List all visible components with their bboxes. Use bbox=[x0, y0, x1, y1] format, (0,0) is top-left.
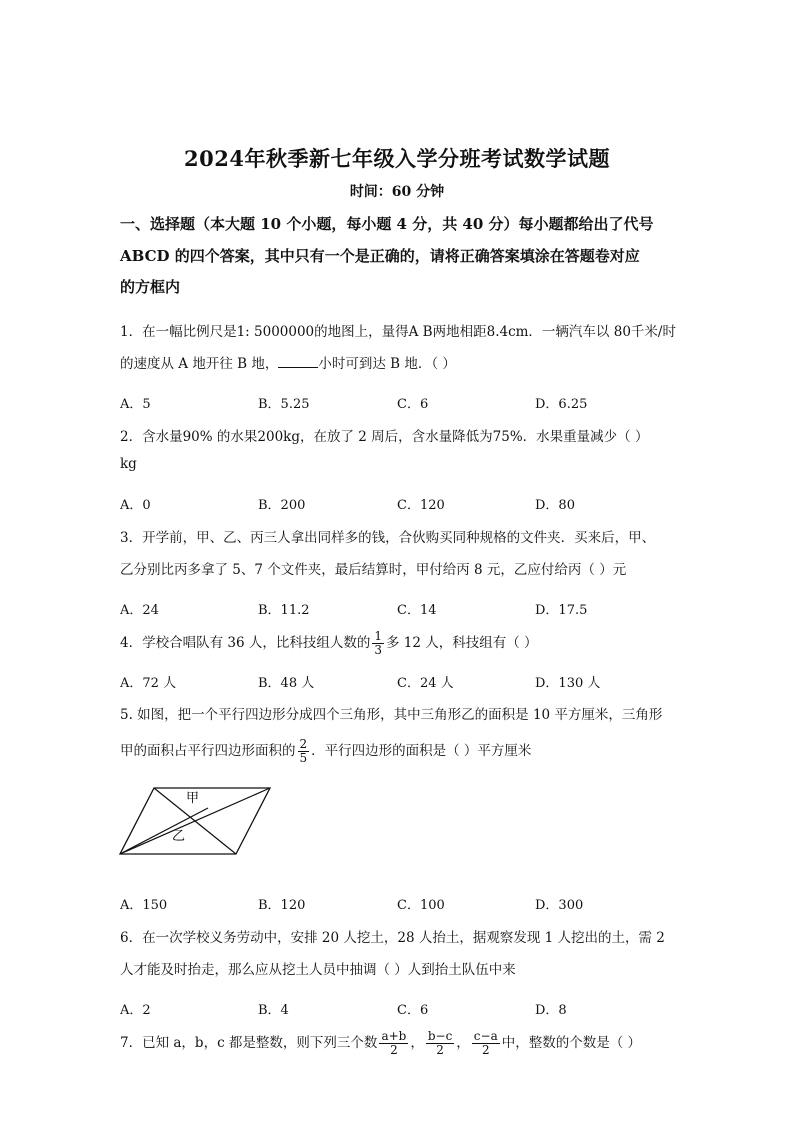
figure-label-yi: 乙 bbox=[172, 829, 186, 844]
option-c: C．6 bbox=[397, 1003, 429, 1018]
fraction-denominator: 3 bbox=[374, 643, 382, 657]
option-a: A．5 bbox=[120, 397, 151, 412]
question-7-text-b: 中，整数的个数是（ ） bbox=[501, 1035, 642, 1051]
option-c: C．24 人 bbox=[397, 676, 454, 691]
question-4-options bbox=[120, 672, 680, 692]
exam-time: 时间：60 分钟 bbox=[349, 184, 445, 200]
question-2-line-2: kg bbox=[120, 456, 137, 472]
answer-blank bbox=[278, 355, 318, 368]
question-1-text-b: 小时可到达 B 地．（ ） bbox=[318, 356, 456, 372]
option-c: C．120 bbox=[397, 498, 445, 513]
option-d: D．17.5 bbox=[535, 603, 588, 618]
separator: ， bbox=[410, 1035, 424, 1051]
fraction-denominator: 2 bbox=[481, 1043, 490, 1057]
option-a: A．0 bbox=[120, 498, 151, 513]
question-1-options bbox=[120, 393, 680, 413]
parallelogram-figure bbox=[118, 784, 278, 860]
question-5-line-1: 5. 如图，把一个平行四边形分成四个三角形，其中三角形乙的面积是 10 平方厘米，三角形 bbox=[120, 707, 663, 723]
option-d: D．80 bbox=[535, 498, 575, 513]
option-a: A．2 bbox=[120, 1003, 151, 1018]
option-d: D．300 bbox=[535, 898, 584, 913]
option-b: B．5.25 bbox=[258, 397, 310, 412]
fraction-two-fifths bbox=[298, 738, 310, 765]
option-c: C．14 bbox=[397, 603, 437, 618]
question-4-line-1 bbox=[120, 630, 538, 657]
option-b: B．11.2 bbox=[258, 603, 310, 618]
question-3-line-2: 乙分别比丙多拿了 5、7 个文件夹，最后结算时，甲付给丙 8 元，乙应付给丙（ ）元 bbox=[120, 562, 627, 578]
fraction-numerator: b−c bbox=[427, 1029, 453, 1043]
option-b: B．48 人 bbox=[258, 676, 315, 691]
question-2-line-1: 2．含水量90% 的水果200kg，在放了 2 周后，含水量降低为75%．水果重量减少（ ） bbox=[120, 429, 649, 445]
fraction-numerator: a+b bbox=[381, 1029, 407, 1043]
fraction-one-third bbox=[372, 630, 384, 657]
fraction-b-minus-c bbox=[426, 1030, 454, 1057]
fraction-numerator: 2 bbox=[299, 737, 308, 751]
option-d: D．8 bbox=[535, 1003, 567, 1018]
fraction-denominator: 5 bbox=[299, 751, 308, 765]
page-title: 2024年秋季新七年级入学分班考试数学试题 bbox=[184, 146, 610, 171]
option-d: D．130 人 bbox=[535, 676, 601, 691]
section-heading-line-1: 一、选择题（本大题 10 个小题，每小题 4 分，共 40 分）每小题都给出了代号 bbox=[120, 215, 654, 233]
option-d: D．6.25 bbox=[535, 397, 588, 412]
figure-label-jia: 甲 bbox=[186, 791, 200, 806]
section-heading-line-3: 的方框内 bbox=[120, 278, 181, 296]
question-5-text-b: ．平行四边形的面积是（ ）平方厘米 bbox=[311, 743, 532, 759]
fraction-numerator: c−a bbox=[473, 1029, 498, 1043]
fraction-a-plus-b bbox=[379, 1030, 408, 1057]
inner-segment bbox=[120, 808, 208, 854]
option-a: A．24 bbox=[120, 603, 159, 618]
question-6-options bbox=[120, 999, 680, 1019]
fraction-denominator: 2 bbox=[390, 1043, 398, 1057]
question-1-text-a: 的速度从 A 地开往 B 地， bbox=[120, 356, 279, 372]
option-c: C．6 bbox=[397, 397, 429, 412]
question-4-text-a: 4．学校合唱队有 36 人，比科技组人数的 bbox=[120, 635, 371, 651]
fraction-numerator: 1 bbox=[374, 629, 382, 643]
question-1-line-2 bbox=[120, 352, 456, 372]
question-3-line-1: 3．开学前，甲、乙、丙三人拿出同样多的钱，合伙购买同种规格的文件夹．买来后，甲、 bbox=[120, 530, 656, 546]
question-4-text-b: 多 12 人，科技组有（ ） bbox=[386, 635, 538, 651]
question-6-line-1: 6．在一次学校义务劳动中，安排 20 人挖土，28 人抬土，据观察发现 1 人挖出的土，需 2 bbox=[120, 930, 665, 946]
question-3-options bbox=[120, 599, 680, 619]
question-7-line-1 bbox=[120, 1030, 641, 1057]
option-b: B．4 bbox=[258, 1003, 289, 1018]
question-5-text-a: 甲的面积占平行四边形面积的 bbox=[120, 743, 296, 759]
fraction-denominator: 2 bbox=[436, 1043, 444, 1057]
question-6-line-2: 人才能及时抬走，那么应从挖土人员中抽调（ ）人到抬土队伍中来 bbox=[120, 962, 516, 978]
option-a: A．72 人 bbox=[120, 676, 177, 691]
option-a: A．150 bbox=[120, 898, 168, 913]
separator: ， bbox=[456, 1035, 470, 1051]
fraction-c-minus-a bbox=[472, 1030, 500, 1057]
question-2-options bbox=[120, 494, 680, 514]
section-heading-line-2: ABCD 的四个答案，其中只有一个是正确的，请将正确答案填涂在答题卷对应 bbox=[120, 247, 640, 265]
question-1-line-1: 1．在一幅比例尺是1: 5000000的地图上，量得A B两地相距8.4cm．一辆汽车以 80千米/时 bbox=[120, 324, 676, 340]
option-c: C．100 bbox=[397, 898, 445, 913]
question-7-text-a: 7．已知 a，b，c 都是整数，则下列三个数 bbox=[120, 1035, 378, 1051]
question-5-options bbox=[120, 894, 680, 914]
question-5-line-2 bbox=[120, 738, 531, 765]
option-b: B．200 bbox=[258, 498, 306, 513]
option-b: B．120 bbox=[258, 898, 306, 913]
